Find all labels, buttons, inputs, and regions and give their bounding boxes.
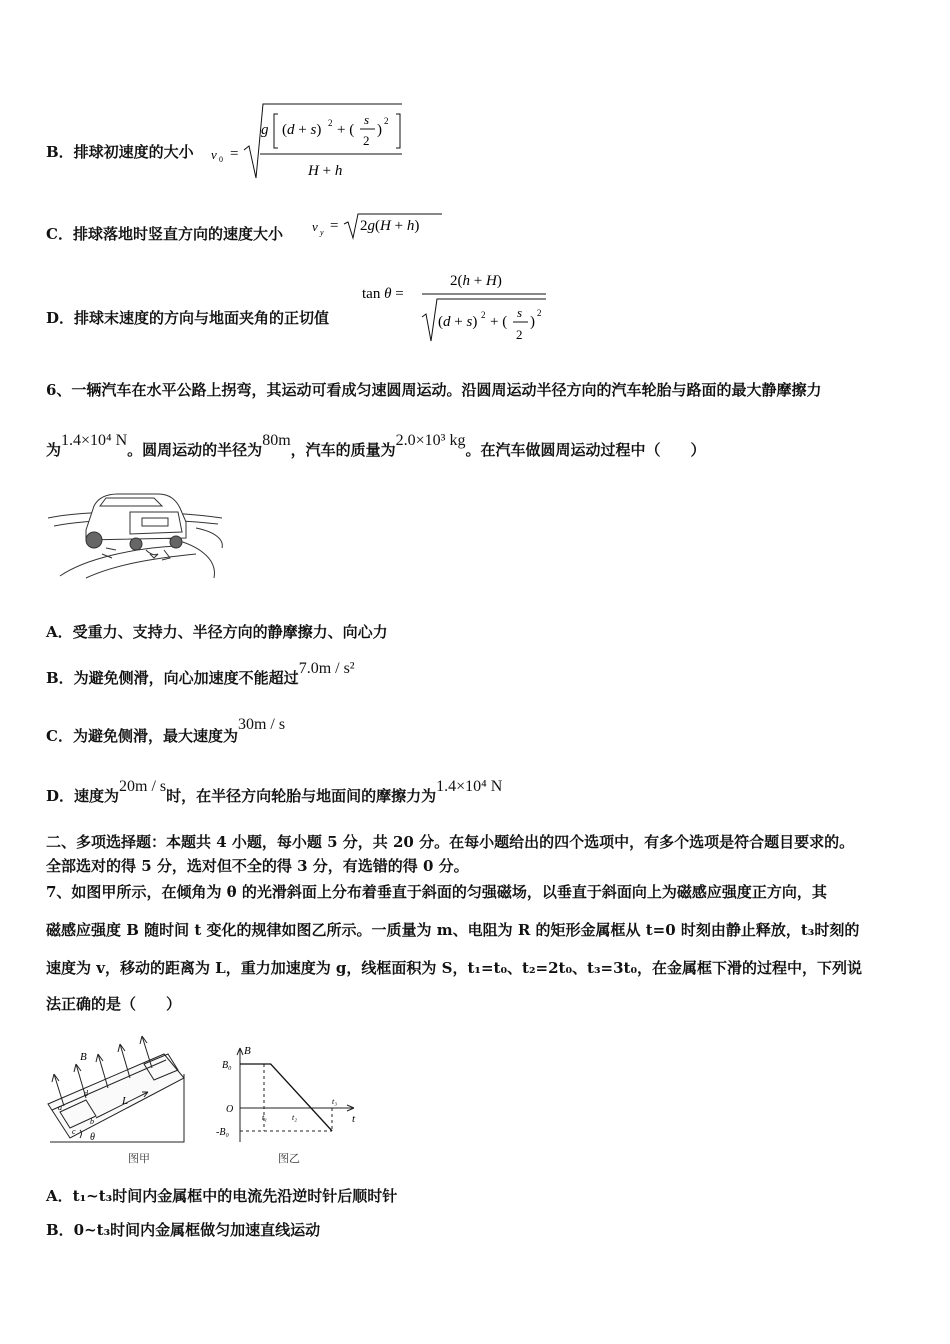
q5-option-c	[46, 224, 283, 244]
figure-jia-incline	[44, 1034, 194, 1170]
fig-jia-theta-label: θ	[90, 1132, 95, 1143]
q6-option-b-label: B．为避免侧滑，向心加速度不能超过	[46, 669, 299, 687]
svg-text:=: =	[330, 218, 339, 234]
graph-origin-label: O	[226, 1104, 234, 1115]
svg-text:2(h + H): 2(h + H)	[450, 273, 502, 289]
svg-text:y: y	[320, 228, 324, 237]
q6-end: 。在汽车做圆周运动过程中（ ）	[465, 441, 706, 459]
fig-jia-b-corner-label: b	[90, 1117, 94, 1126]
graph-t3-label: t₃	[332, 1097, 338, 1106]
svg-text:2: 2	[384, 116, 389, 126]
q6-option-d-speed: 20m / s	[119, 778, 167, 795]
q6-option-b	[46, 660, 355, 689]
fig-jia-c-label: c	[72, 1127, 76, 1136]
graph-t2-label: t₂	[292, 1113, 298, 1122]
q6-option-c-label: C．为避免侧滑，最大速度为	[46, 727, 238, 745]
q6-option-c-value: 30m / s	[237, 716, 286, 733]
svg-text:2g(H + h): 2g(H + h)	[360, 218, 420, 234]
section2-line2: 全部选对的得 5 分，选对但不全的得 3 分，有选错的得 0 分。	[46, 857, 469, 875]
q6-mass-value: 2.0×10³ kg	[395, 432, 466, 449]
section2-line1: 二、多项选择题：本题共 4 小题，每小题 5 分，共 20 分。在每小题给出的四个选项中，有多个选项是符合题目要求的。	[46, 833, 855, 851]
q6-option-b-value: 7.0m / s²	[298, 660, 355, 677]
q6-option-d	[46, 778, 503, 807]
q7-line4: 法正确的是（ ）	[46, 995, 182, 1013]
q7-line2: 磁感应强度 B 随时间 t 变化的规律如图乙所示。一质量为 m、电阻为 R 的矩形金属框从 t=0 时刻由静止释放，t₃时刻的	[46, 921, 860, 939]
svg-text:+ (: + (	[337, 122, 355, 138]
q5-option-b	[46, 142, 194, 162]
svg-text:(d + s): (d + s)	[438, 314, 478, 330]
q7-option-a: A．t₁~t₃时间内金属框中的电流先沿逆时针后顺时针	[46, 1187, 398, 1205]
graph-neg-b0-label: -B₀	[216, 1127, 229, 1138]
svg-text:): )	[377, 122, 382, 138]
graph-y-label: B	[244, 1045, 251, 1057]
q6-option-d-mid: 时，在半径方向轮胎与地面间的摩擦力为	[166, 787, 437, 805]
q6-option-d-value: 1.4×10⁴ N	[436, 778, 503, 795]
car-turning-illustration	[46, 488, 226, 580]
q5-option-d-label: D．排球末速度的方向与地面夹角的正切值	[46, 309, 330, 327]
q6-friction-value: 1.4×10⁴ N	[61, 432, 128, 449]
q6-prefix: 为	[46, 441, 62, 459]
svg-text:0: 0	[219, 155, 223, 164]
q7-line3: 速度为 v，移动的距离为 L，重力加速度为 g，线框面积为 S，t₁=t₀、t₂=2t₀、t₃=3t₀，在金属框下滑的过程中，下列说	[46, 959, 863, 977]
formula-tan	[360, 265, 550, 347]
svg-text:H + h: H + h	[308, 163, 343, 179]
svg-text:): )	[530, 314, 535, 330]
q6-option-c	[46, 716, 286, 747]
svg-text:2: 2	[481, 310, 486, 320]
q6-radius-value: 80m	[262, 432, 291, 449]
svg-text:(d + s): (d + s)	[282, 122, 322, 138]
svg-text:tan θ =: tan θ =	[362, 286, 404, 302]
q6-option-a: A．受重力、支持力、半径方向的静摩擦力、向心力	[46, 623, 388, 641]
q6-stem-line1: 6、一辆汽车在水平公路上拐弯，其运动可看成匀速圆周运动。沿圆周运动半径方向的汽车轮胎与路面的最大静摩擦力	[46, 381, 822, 399]
formula-v0	[208, 100, 408, 180]
graph-t1-label: t₁	[262, 1113, 268, 1122]
svg-text:s: s	[517, 305, 523, 320]
q5-option-b-label: B．排球初速度的大小	[46, 143, 194, 161]
q6-mid1: 。圆周运动的半径为	[127, 441, 263, 459]
svg-text:2: 2	[537, 308, 542, 318]
q6-mid2: ，汽车的质量为	[290, 441, 396, 459]
q5-option-d	[46, 308, 329, 328]
fig-jia-d-label: d	[84, 1089, 88, 1098]
graph-b0-label: B₀	[222, 1060, 232, 1071]
svg-text:g: g	[261, 122, 269, 138]
fig-yi-caption: 图乙	[278, 1152, 300, 1165]
svg-text:v: v	[211, 147, 217, 162]
svg-text:=: =	[230, 146, 239, 162]
q7-line1: 7、如图甲所示，在倾角为 θ 的光滑斜面上分布着垂直于斜面的匀强磁场，以垂直于斜面向上为磁感应强度正方向，其	[46, 883, 827, 901]
q7-option-b: B．0~t₃时间内金属框做匀加速直线运动	[46, 1221, 321, 1239]
fig-jia-b-label: B	[80, 1051, 87, 1063]
svg-text:v: v	[312, 219, 318, 234]
svg-text:2: 2	[516, 327, 523, 342]
svg-text:s: s	[364, 112, 370, 127]
svg-text:2: 2	[363, 133, 370, 148]
q6-option-d-pre: D．速度为	[46, 787, 120, 805]
q6-stem-line2	[46, 432, 706, 461]
figure-yi-bt-graph	[214, 1042, 364, 1170]
svg-text:+ (: + (	[490, 314, 508, 330]
formula-vy	[310, 208, 450, 242]
q5-option-c-label: C．排球落地时竖直方向的速度大小	[46, 225, 283, 243]
fig-jia-a-label: a	[58, 1103, 62, 1112]
fig-jia-l-label: L	[122, 1095, 129, 1107]
graph-x-label: t	[352, 1113, 356, 1125]
bt-curve	[240, 1064, 332, 1131]
fig-jia-caption: 图甲	[128, 1152, 150, 1165]
svg-text:2: 2	[328, 118, 333, 128]
